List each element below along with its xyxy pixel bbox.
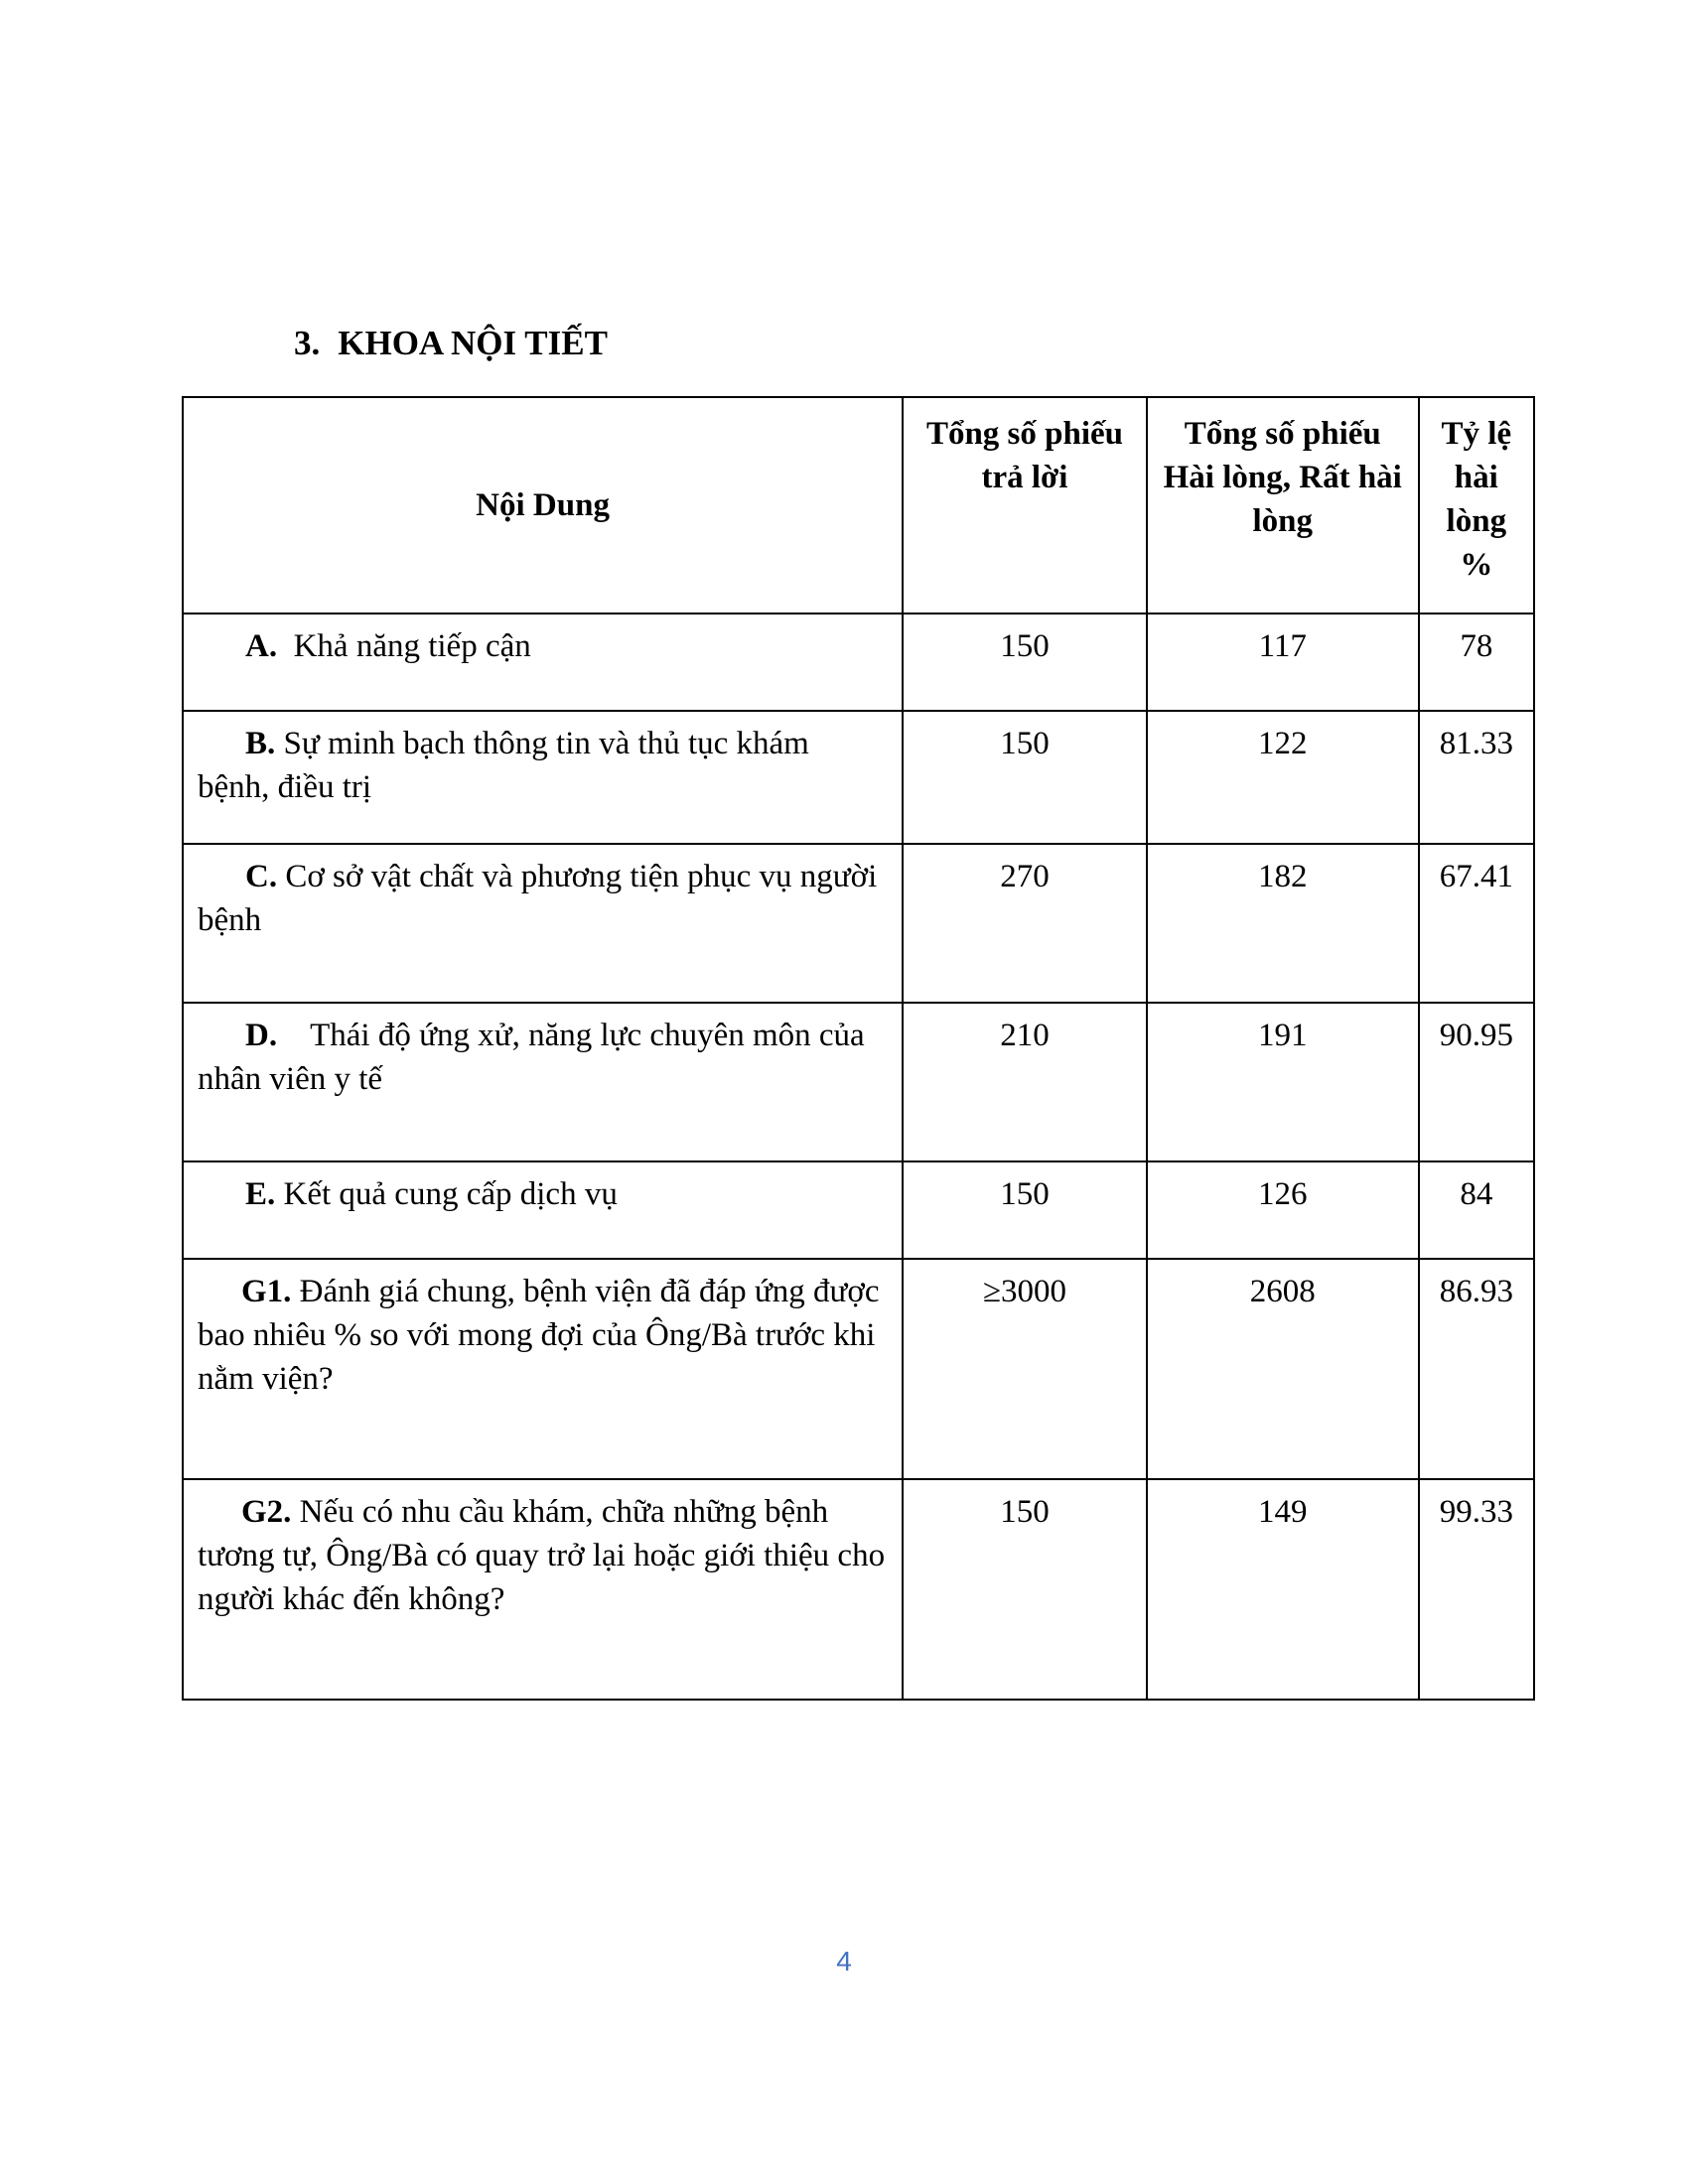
row-code: G2. (241, 1494, 292, 1530)
row-rate: 86.93 (1419, 1259, 1534, 1479)
row-satisfied: 191 (1147, 1003, 1419, 1161)
row-text: Kết quả cung cấp dịch vụ (283, 1176, 618, 1212)
row-satisfied: 126 (1147, 1161, 1419, 1259)
table-row (183, 1479, 1534, 1700)
row-code: G1. (241, 1274, 292, 1309)
table-row (183, 844, 1534, 1003)
row-text: Nếu có nhu cầu khám, chữa những bệnh tương tự, Ông/Bà có quay trở lại hoặc giới thiệu cho người khác đến không? (198, 1494, 886, 1617)
row-content (183, 614, 903, 711)
row-satisfied: 182 (1147, 844, 1419, 1003)
row-content (183, 711, 903, 844)
row-content (183, 1259, 903, 1479)
row-satisfied: 2608 (1147, 1259, 1419, 1479)
row-code: B. (245, 726, 276, 761)
row-rate: 99.33 (1419, 1479, 1534, 1700)
header-total-responses: Tổng số phiếu trả lời (903, 397, 1147, 614)
section-number: 3. (294, 324, 321, 362)
table-header-row (183, 397, 1534, 614)
row-text: Thái độ ứng xử, năng lực chuyên môn của nhân viên y tế (198, 1018, 865, 1097)
row-content (183, 1161, 903, 1259)
row-rate: 78 (1419, 614, 1534, 711)
header-content: Nội Dung (183, 397, 903, 614)
row-rate: 67.41 (1419, 844, 1534, 1003)
satisfaction-table (182, 396, 1535, 1701)
row-total: 150 (903, 711, 1147, 844)
table-row (183, 711, 1534, 844)
table-row (183, 1259, 1534, 1479)
header-total-satisfied: Tổng số phiếu Hài lòng, Rất hài lòng (1147, 397, 1419, 614)
row-total: ≥3000 (903, 1259, 1147, 1479)
row-satisfied: 122 (1147, 711, 1419, 844)
row-content (183, 844, 903, 1003)
row-total: 150 (903, 614, 1147, 711)
row-code: D. (245, 1018, 278, 1053)
page-number: 4 (836, 1946, 852, 1977)
row-code: E. (245, 1176, 276, 1212)
row-rate: 84 (1419, 1161, 1534, 1259)
row-rate: 81.33 (1419, 711, 1534, 844)
row-total: 270 (903, 844, 1147, 1003)
row-text: Đánh giá chung, bệnh viện đã đáp ứng được bao nhiêu % so với mong đợi của Ông/Bà trước khi nằm viện? (198, 1274, 880, 1397)
row-total: 150 (903, 1479, 1147, 1700)
row-satisfied: 117 (1147, 614, 1419, 711)
table-row (183, 614, 1534, 711)
section-title (294, 326, 608, 360)
row-total: 150 (903, 1161, 1147, 1259)
row-content (183, 1003, 903, 1161)
row-code: C. (245, 859, 278, 894)
row-content (183, 1479, 903, 1700)
table-row (183, 1003, 1534, 1161)
row-rate: 90.95 (1419, 1003, 1534, 1161)
row-total: 210 (903, 1003, 1147, 1161)
header-rate: Tỷ lệ hài lòng % (1419, 397, 1534, 614)
row-text: Cơ sở vật chất và phương tiện phục vụ người bệnh (198, 859, 878, 938)
row-text: Khả năng tiếp cận (293, 628, 531, 664)
section-title-text: KHOA NỘI TIẾT (338, 324, 608, 362)
row-satisfied: 149 (1147, 1479, 1419, 1700)
table-row (183, 1161, 1534, 1259)
row-code: A. (245, 628, 278, 664)
row-text: Sự minh bạch thông tin và thủ tục khám bệnh, điều trị (198, 726, 809, 805)
